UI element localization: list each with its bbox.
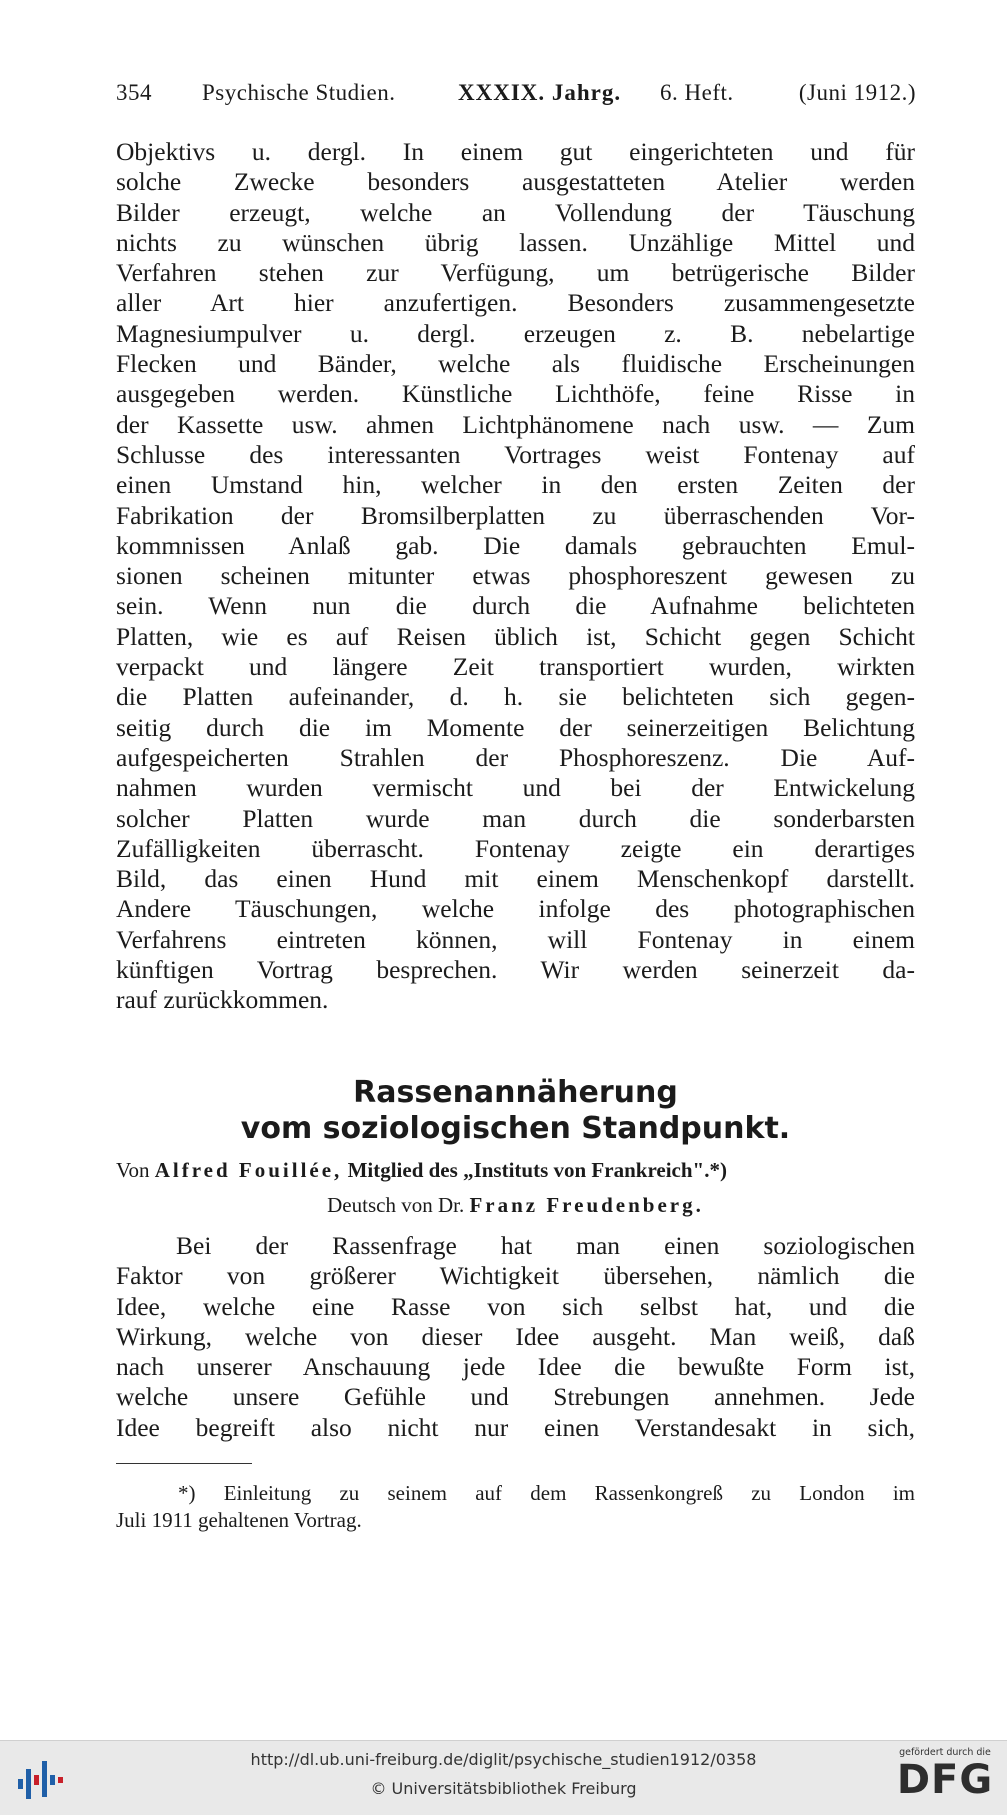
text-line: welche unsere Gefühle und Strebungen annehmen. Jede [116,1382,915,1412]
funded-by-label: gefördert durch die [899,1747,991,1758]
text-line: ausgegeben werden. Künstliche Lichthöfe, feine Risse in [116,379,915,409]
text-line: Verfahrens eintreten können, will Fontenay in einem [116,924,915,954]
text-line: Bilder erzeugt, welche an Vollendung der Täuschung [116,197,915,227]
text-line: nichts zu wünschen übrig lassen. Unzählige Mittel und [116,227,915,257]
dfg-logo-mark: DFG [896,1757,994,1803]
text-line: Magnesiumpulver u. dergl. erzeugen z. B. nebelartige [116,318,915,348]
text-line: kommnissen Anlaß gab. Die damals gebrauchten Emul- [116,530,915,560]
text-line: rauf zurückkommen. [116,985,329,1015]
text-line: der Kassette usw. ahmen Lichtphänomene nach usw. — Zum [116,409,915,439]
text-line: Fabrikation der Bromsilberplatten zu überraschenden Vor- [116,500,915,530]
footnote-line: *) Einleitung zu seinem auf dem Rassenkongreß zu London im [178,1481,915,1505]
text-line: Schlusse des interessanten Vortrages weist Fontenay auf [116,439,915,469]
issue-date: (Juni 1912.) [798,80,916,105]
text-line: Flecken und Bänder, welche als fluidische Erscheinungen [116,349,915,379]
author-name: Alfred Fouillée, [154,1158,343,1182]
translator-line [116,1191,915,1219]
article-title-line-1: Rassenannäherung [353,1075,678,1110]
copyright-notice: © Universitätsbibliothek Freiburg [370,1779,637,1798]
text-line: Zufälligkeiten überrascht. Fontenay zeigte ein derartiges [116,833,915,863]
translator-name: Franz Freudenberg. [469,1193,704,1217]
source-url-link[interactable]: http://dl.ub.uni-freiburg.de/diglit/psychische_studien1912/0358 [250,1750,757,1769]
volume-label: XXXIX. Jahrg. [458,80,622,105]
text-line: Platten, wie es auf Reisen üblich ist, Schicht gegen Schicht [116,621,915,651]
text-line: sein. Wenn nun die durch die Aufnahme belichteten [116,591,915,621]
footnote [116,1480,915,1534]
institution-name: „Instituts von Frankreich".*) [463,1158,727,1182]
text-line: sionen scheinen mitunter etwas phosphoreszent gewesen zu [116,561,915,591]
text-line: seitig durch die im Momente der seinerzeitigen Belichtung [116,712,915,742]
article-title-line-2: vom soziologischen Standpunkt. [240,1111,791,1146]
text-line: einen Umstand hin, welcher in den ersten Zeiten der [116,470,915,500]
byline-middle: Mitglied des [347,1158,458,1182]
text-line: solcher Platten wurde man durch die sonderbarsten [116,803,915,833]
text-line: nahmen wurden vermischt und bei der Entwickelung [116,773,915,803]
byline [116,1156,915,1184]
text-line: Objektivs u. dergl. In einem gut eingerichteten und für [116,137,915,166]
article-paragraph [116,1231,915,1443]
text-line: Verfahren stehen zur Verfügung, um betrügerische Bilder [116,258,915,288]
footnote-line: Juli 1911 gehaltenen Vortrag. [116,1508,362,1532]
text-line: aller Art hier anzufertigen. Besonders zusammengesetzte [116,288,915,318]
text-line: die Platten aufeinander, d. h. sie belichteten sich gegen- [116,682,915,712]
text-line: Bild, das einen Hund mit einem Menschenkopf darstellt. [116,864,915,894]
text-line: aufgespeicherten Strahlen der Phosphoreszenz. Die Auf- [116,742,915,772]
issue-label: 6. Heft. [660,80,734,105]
text-line: nach unserer Anschauung jede Idee die bewußte Form ist, [116,1352,915,1382]
text-line: künftigen Vortrag besprechen. Wir werden seinerzeit da- [116,955,915,985]
text-line: verpackt und längere Zeit transportiert wurden, wirkten [116,652,915,682]
viewer-footer [0,1740,1007,1815]
text-line: Faktor von größerer Wichtigkeit übersehen, nämlich die [116,1261,915,1291]
text-line: solche Zwecke besonders ausgestatteten Atelier werden [116,167,915,197]
footnote-divider [116,1463,252,1464]
paragraph-continued [116,137,915,1016]
translator-prefix: Deutsch von Dr. [327,1193,465,1217]
text-line: Andere Täuschungen, welche infolge des photographischen [116,894,915,924]
text-line: Wirkung, welche von dieser Idee ausgeht. Man weiß, daß [116,1321,915,1351]
byline-prefix: Von [116,1158,150,1182]
text-line: Idee, welche eine Rasse von sich selbst hat, und die [116,1291,915,1321]
text-line: Bei der Rassenfrage hat man einen soziologischen [176,1231,915,1260]
page-number: 354 [116,80,152,105]
running-head [116,80,916,114]
dfg-logo[interactable] [893,1747,997,1809]
journal-title: Psychische Studien. [202,80,396,105]
article-title [116,1075,915,1147]
text-line: Idee begreift also nicht nur einen Verstandesakt in sich, [116,1412,915,1442]
